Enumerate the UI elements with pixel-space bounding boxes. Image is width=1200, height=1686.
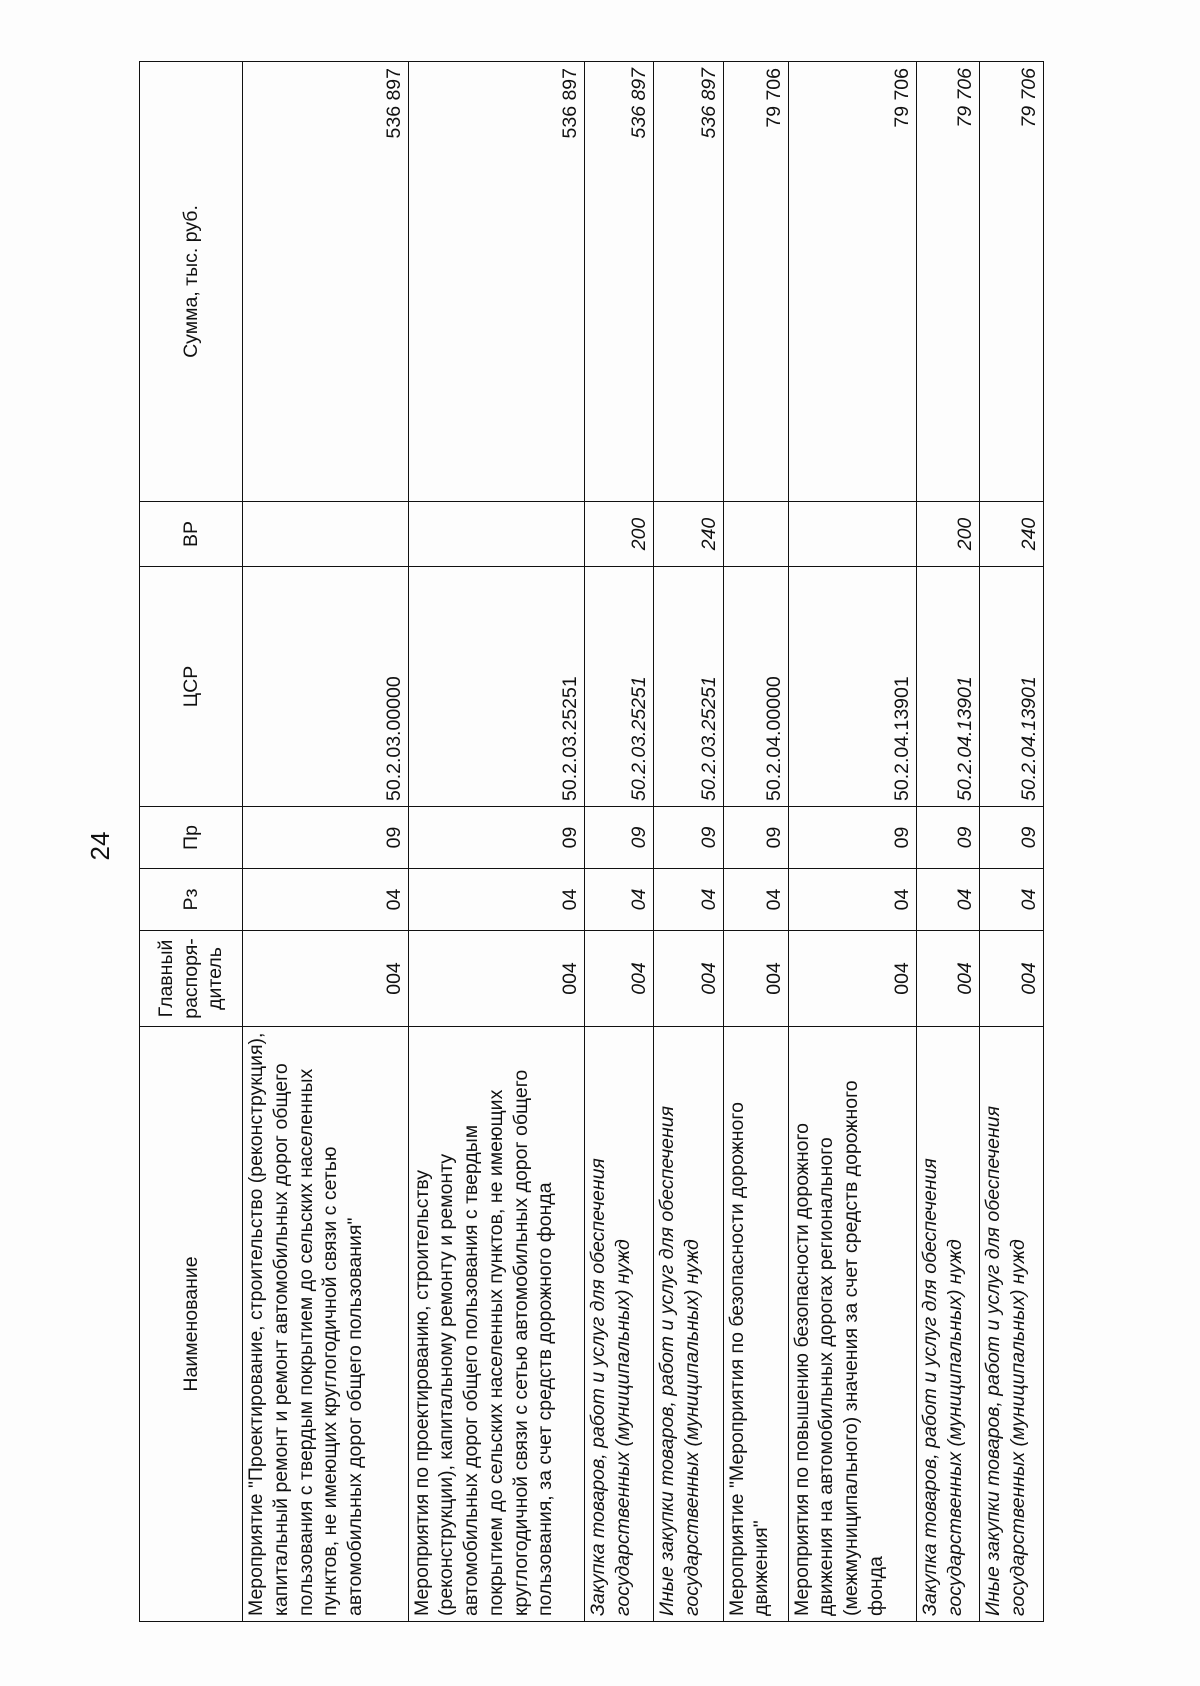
row-csr: 50.2.04.13901 bbox=[788, 567, 916, 807]
row-pr: 09 bbox=[979, 807, 1043, 869]
row-sum: 79 706 bbox=[916, 62, 979, 502]
row-name: Мероприятие "Проектирование, строительство (реконструкция), капитальный ремонт и ремонт автомобильных дорог общего пользования с твердым покрытием до сельских населенных пунктов, не имеющих круглогодичной связи с сетью автомобильных дорог общего пользования" bbox=[243, 1027, 409, 1622]
rotated-budget-table-container bbox=[139, 62, 1044, 1622]
row-rz: 04 bbox=[243, 869, 409, 931]
header-pr: Пр bbox=[140, 807, 243, 869]
row-pr: 09 bbox=[408, 807, 584, 869]
row-csr: 50.2.04.13901 bbox=[916, 567, 979, 807]
page-number: 24 bbox=[85, 831, 115, 861]
row-name: Мероприятие "Мероприятия по безопасности дорожного движения" bbox=[723, 1027, 788, 1622]
row-name: Иные закупки товаров, работ и услуг для обеспечения государственных (муниципальных) нужд bbox=[979, 1027, 1043, 1622]
row-sum: 536 897 bbox=[584, 62, 653, 502]
row-csr: 50.2.04.00000 bbox=[723, 567, 788, 807]
table-row bbox=[408, 62, 584, 1622]
table-row bbox=[916, 62, 979, 1622]
row-admin: 004 bbox=[408, 931, 584, 1027]
row-rz: 04 bbox=[723, 869, 788, 931]
row-csr: 50.2.03.25251 bbox=[654, 567, 723, 807]
row-pr: 09 bbox=[584, 807, 653, 869]
row-name: Иные закупки товаров, работ и услуг для обеспечения государственных (муниципальных) нужд bbox=[654, 1027, 723, 1622]
row-csr: 50.2.04.13901 bbox=[979, 567, 1043, 807]
row-sum: 536 897 bbox=[243, 62, 409, 502]
table-row bbox=[979, 62, 1043, 1622]
header-rz: Рз bbox=[140, 869, 243, 931]
row-vr bbox=[788, 502, 916, 567]
budget-table bbox=[139, 61, 1044, 1622]
row-admin: 004 bbox=[584, 931, 653, 1027]
header-admin: Главный распоря-дитель bbox=[140, 931, 243, 1027]
row-csr: 50.2.03.25251 bbox=[584, 567, 653, 807]
row-admin: 004 bbox=[788, 931, 916, 1027]
row-vr: 200 bbox=[916, 502, 979, 567]
row-pr: 09 bbox=[723, 807, 788, 869]
row-sum: 79 706 bbox=[723, 62, 788, 502]
row-sum: 536 897 bbox=[654, 62, 723, 502]
row-vr bbox=[243, 502, 409, 567]
row-rz: 04 bbox=[408, 869, 584, 931]
row-rz: 04 bbox=[979, 869, 1043, 931]
row-admin: 004 bbox=[654, 931, 723, 1027]
row-pr: 09 bbox=[916, 807, 979, 869]
table-row bbox=[584, 62, 653, 1622]
table-row bbox=[788, 62, 916, 1622]
row-rz: 04 bbox=[788, 869, 916, 931]
row-name: Закупка товаров, работ и услуг для обеспечения государственных (муниципальных) нужд bbox=[916, 1027, 979, 1622]
header-vr: ВР bbox=[140, 502, 243, 567]
table-row bbox=[243, 62, 409, 1622]
row-name: Мероприятия по повышению безопасности дорожного движения на автомобильных дорогах регионального (межмуниципального) значения за счет средств дорожного фонда bbox=[788, 1027, 916, 1622]
row-pr: 09 bbox=[654, 807, 723, 869]
header-name: Наименование bbox=[140, 1027, 243, 1622]
header-sum: Сумма, тыс. руб. bbox=[140, 62, 243, 502]
row-sum: 536 897 bbox=[408, 62, 584, 502]
row-vr: 240 bbox=[979, 502, 1043, 567]
row-csr: 50.2.03.25251 bbox=[408, 567, 584, 807]
row-vr: 240 bbox=[654, 502, 723, 567]
row-vr bbox=[408, 502, 584, 567]
row-admin: 004 bbox=[916, 931, 979, 1027]
table-header-row bbox=[140, 62, 243, 1622]
row-sum: 79 706 bbox=[788, 62, 916, 502]
table-row bbox=[654, 62, 723, 1622]
row-sum: 79 706 bbox=[979, 62, 1043, 502]
row-rz: 04 bbox=[916, 869, 979, 931]
row-admin: 004 bbox=[243, 931, 409, 1027]
row-pr: 09 bbox=[243, 807, 409, 869]
table-row bbox=[723, 62, 788, 1622]
row-admin: 004 bbox=[979, 931, 1043, 1027]
row-admin: 004 bbox=[723, 931, 788, 1027]
row-rz: 04 bbox=[654, 869, 723, 931]
row-pr: 09 bbox=[788, 807, 916, 869]
row-name: Мероприятия по проектированию, строительству (реконструкции), капитальному ремонту и ремонту автомобильных дорог общего пользования с твердым покрытием до сельских населенных пунктов, не имеющих круглогодичной связи с сетью автомобильных дорог общего пользования, за счет средств дорожного фонда bbox=[408, 1027, 584, 1622]
row-rz: 04 bbox=[584, 869, 653, 931]
row-vr: 200 bbox=[584, 502, 653, 567]
row-vr bbox=[723, 502, 788, 567]
row-name: Закупка товаров, работ и услуг для обеспечения государственных (муниципальных) нужд bbox=[584, 1027, 653, 1622]
header-csr: ЦСР bbox=[140, 567, 243, 807]
row-csr: 50.2.03.00000 bbox=[243, 567, 409, 807]
